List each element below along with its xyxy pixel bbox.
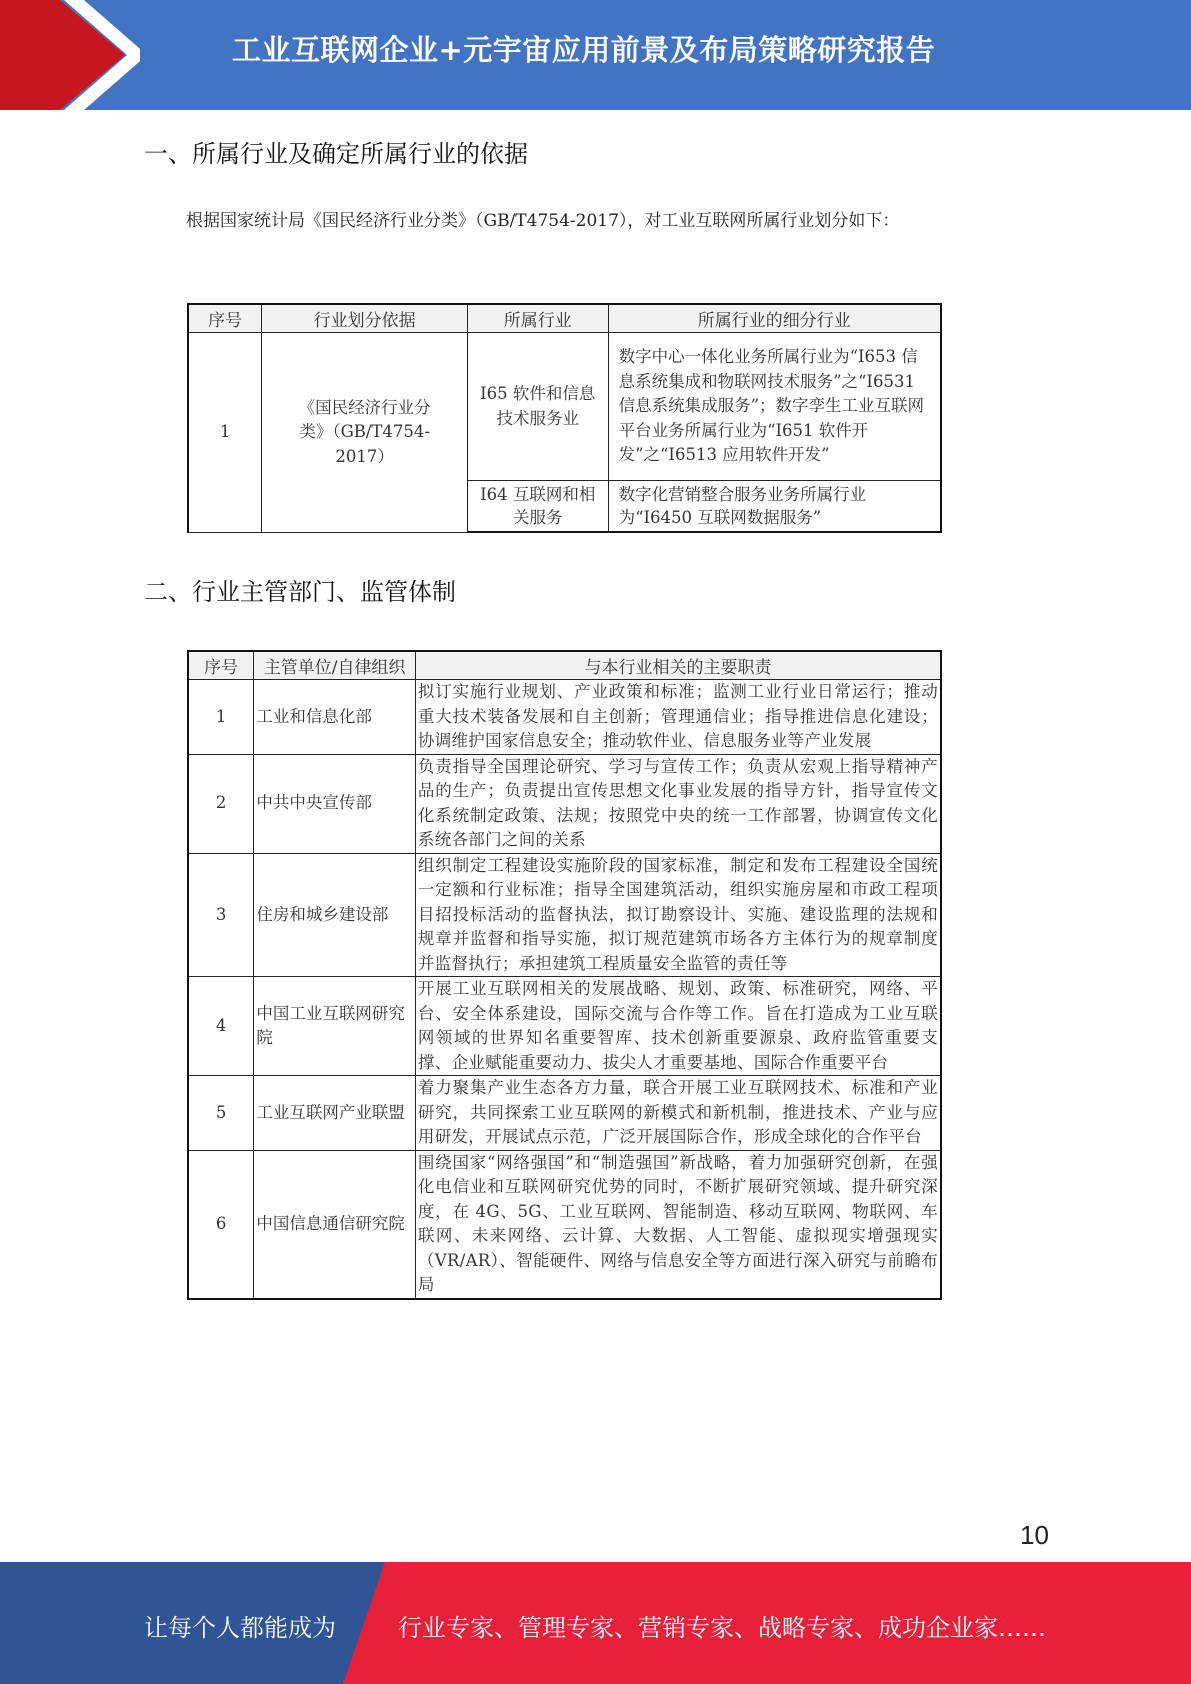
section-heading-industry: 一、所属行业及确定所属行业的依据 <box>144 140 528 168</box>
intro-paragraph: 根据国家统计局《国民经济行业分类》（GB/T4754-2017），对工业互联网所属行业划分如下： <box>186 211 900 231</box>
table-row <box>188 1076 941 1151</box>
organization-cell: 中共中央宣传部 <box>254 754 416 853</box>
table-header-cell: 主管单位/自律组织 <box>254 651 416 680</box>
organization-cell: 中国信息通信研究院 <box>254 1150 416 1299</box>
sub-industry-cell: 数字化营销整合服务业务所属行业为“I6450 互联网数据服务” <box>608 481 941 533</box>
page-number: 10 <box>1020 1520 1049 1550</box>
row-number-cell: 4 <box>188 977 254 1076</box>
industry-cell: I65 软件和信息技术服务业 <box>468 333 609 481</box>
header-banner <box>0 0 1191 110</box>
regulatory-authority-table <box>187 650 942 1300</box>
table-row <box>188 754 941 853</box>
footer-slogan-right: 行业专家、管理专家、营销专家、战略专家、成功企业家…… <box>398 1614 1046 1642</box>
table-header-cell: 行业划分依据 <box>262 304 468 333</box>
duty-cell: 围绕国家“网络强国”和“制造强国”新战略，着力加强研究创新，在强化电信业和互联网研究优势的同时，不断扩展研究领域、提升研究深度，在 4G、5G、工业互联网、智能制造、移动互联网、物联网、车联网、未来网络、云计算、大数据、人工智能、虚拟现实增强现实（VR/AR）、智能硬件、网络与信息安全等方面进行深入研究与前瞻布局 <box>415 1150 941 1299</box>
industry-cell: I64 互联网和相关服务 <box>468 481 609 533</box>
section-heading-regulation: 二、行业主管部门、监管体制 <box>144 578 456 606</box>
table-header-cell: 序号 <box>188 651 254 680</box>
table-row <box>188 333 941 481</box>
footer-banner <box>0 1562 1191 1684</box>
table-row <box>188 853 941 977</box>
duty-cell: 负责指导全国理论研究、学习与宣传工作；负责从宏观上指导精神产品的生产；负责提出宣传思想文化事业发展的指导方针，指导宣传文化系统制定政策、法规；按照党中央的统一工作部署，协调宣传文化系统各部门之间的关系 <box>415 754 941 853</box>
duty-cell: 开展工业互联网相关的发展战略、规划、政策、标准研究，网络、平台、安全体系建设，国际交流与合作等工作。旨在打造成为工业互联网领域的世界知名重要智库、技术创新重要源泉、政府监管重要支撑、企业赋能重要动力、拔尖人才重要基地、国际合作重要平台 <box>415 977 941 1076</box>
row-number-cell: 1 <box>188 680 254 755</box>
organization-cell: 工业互联网产业联盟 <box>254 1076 416 1151</box>
duty-cell: 着力聚集产业生态各方力量，联合开展工业互联网技术、标准和产业研究，共同探索工业互联网的新模式和新机制，推进技术、产业与应用研发，开展试点示范，广泛开展国际合作，形成全球化的合作平台 <box>415 1076 941 1151</box>
table-header-row <box>188 304 941 333</box>
organization-cell: 住房和城乡建设部 <box>254 853 416 977</box>
report-title: 工业互联网企业+元宇宙应用前景及布局策略研究报告 <box>232 33 936 67</box>
table-row <box>188 680 941 755</box>
table-header-row <box>188 651 941 680</box>
table-header-cell: 所属行业 <box>468 304 609 333</box>
duty-cell: 组织制定工程建设实施阶段的国家标准，制定和发布工程建设全国统一定额和行业标准；指导全国建筑活动，组织实施房屋和市政工程项目招投标活动的监督执法，拟订勘察设计、实施、建设监理的法规和规章并监督和指导实施，拟订规范建筑市场各方主体行为的规章制度并监督执行；承担建筑工程质量安全监管的责任等 <box>415 853 941 977</box>
header-arrow-decoration <box>0 0 140 110</box>
row-number-cell: 3 <box>188 853 254 977</box>
row-number-cell: 5 <box>188 1076 254 1151</box>
sub-industry-cell: 数字中心一体化业务所属行业为“I653 信息系统集成和物联网技术服务”之“I6531 信息系统集成服务”；数字孪生工业互联网平台业务所属行业为“I651 软件开发”之“I6513 应用软件开发” <box>608 333 941 481</box>
organization-cell: 中国工业互联网研究院 <box>254 977 416 1076</box>
duty-cell: 拟订实施行业规划、产业政策和标准；监测工业行业日常运行；推动重大技术装备发展和自主创新；管理通信业；指导推进信息化建设；协调维护国家信息安全；推动软件业、信息服务业等产业发展 <box>415 680 941 755</box>
row-number-cell: 6 <box>188 1150 254 1299</box>
row-number-cell: 1 <box>188 333 262 533</box>
organization-cell: 工业和信息化部 <box>254 680 416 755</box>
table-row <box>188 1150 941 1299</box>
industry-classification-table <box>187 303 942 533</box>
table-header-cell: 所属行业的细分行业 <box>608 304 941 333</box>
classification-basis-cell: 《国民经济行业分类》（GB/T4754-2017） <box>262 333 468 533</box>
table-header-cell: 与本行业相关的主要职责 <box>415 651 941 680</box>
footer-slogan-left: 让每个人都能成为 <box>144 1614 336 1642</box>
row-number-cell: 2 <box>188 754 254 853</box>
table-row <box>188 977 941 1076</box>
table-header-cell: 序号 <box>188 304 262 333</box>
